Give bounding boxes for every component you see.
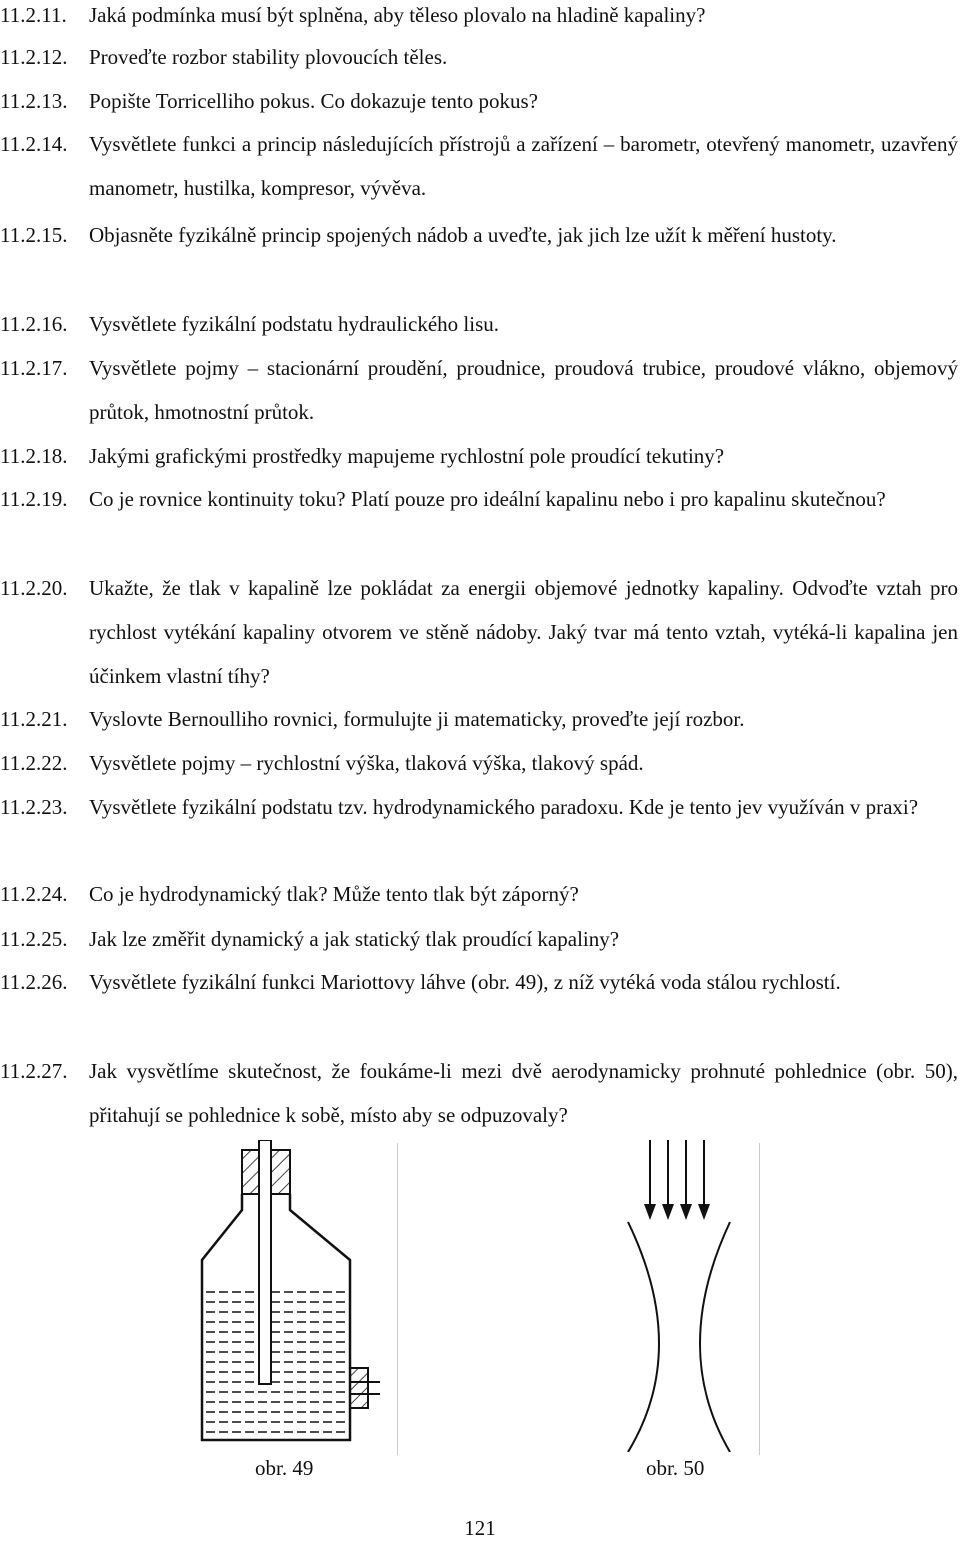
question-text: Ukažte, že tlak v kapalině lze pokládat za energii objemové jednotky kapaliny. Odvoďte vztah pro rychlost vytékání kapaliny otvorem ve stěně nádoby. Jaký tvar má tento vztah, vytéká-li kapalina jen účinkem vlastní tíhy? xyxy=(89,576,958,688)
question-text: Vysvětlete fyzikální funkci Mariottovy láhve (obr. 49), z níž vytéká voda stálou rychlostí. xyxy=(89,970,841,994)
question-text: Proveďte rozbor stability plovoucích těles. xyxy=(89,45,448,69)
question-number: 11.2.23. xyxy=(0,795,68,819)
question-text: Vysvětlete fyzikální podstatu hydraulického lisu. xyxy=(89,312,499,336)
question-number: 11.2.13. xyxy=(0,89,68,113)
question-number: 11.2.25. xyxy=(0,927,68,951)
question-number: 11.2.21. xyxy=(0,707,68,731)
question-text: Vysvětlete fyzikální podstatu tzv. hydrodynamického paradoxu. Kde je tento jev využíván v praxi? xyxy=(89,795,919,819)
question-number: 11.2.15. xyxy=(0,223,68,247)
question-number: 11.2.12. xyxy=(0,45,68,69)
question-text: Jak lze změřit dynamický a jak statický tlak proudící kapaliny? xyxy=(89,927,620,951)
question-number: 11.2.26. xyxy=(0,970,68,994)
question-number: 11.2.22. xyxy=(0,751,68,775)
question-number: 11.2.19. xyxy=(0,487,68,511)
question-number: 11.2.18. xyxy=(0,444,68,468)
curved-postcards-icon xyxy=(610,1140,750,1452)
question-number: 11.2.27. xyxy=(0,1059,68,1083)
figure-50-caption: obr. 50 xyxy=(646,1456,705,1480)
question-text: Jak vysvětlíme skutečnost, že foukáme-li mezi dvě aerodynamicky prohnuté pohlednice (obr. 50), přitahují se pohlednice k sobě, místo aby se odpuzovaly? xyxy=(89,1059,958,1127)
scan-guide-line xyxy=(759,1143,760,1455)
question-text: Vysvětlete pojmy – stacionární proudění, proudnice, proudová trubice, proudové vlákno, objemový průtok, hmotnostní průtok. xyxy=(89,356,958,424)
question-text: Objasněte fyzikálně princip spojených nádob a uveďte, jak jich lze užít k měření hustoty. xyxy=(89,223,837,247)
question-number: 11.2.17. xyxy=(0,356,68,380)
mariotte-bottle-icon xyxy=(190,1140,380,1452)
question-text: Jaká podmínka musí být splněna, aby těleso plovalo na hladině kapaliny? xyxy=(89,3,706,27)
question-number: 11.2.11. xyxy=(0,3,67,27)
question-text: Jakými grafickými prostředky mapujeme rychlostní pole proudící tekutiny? xyxy=(89,444,725,468)
figure-49-caption: obr. 49 xyxy=(255,1456,314,1480)
question-text: Co je rovnice kontinuity toku? Platí pouze pro ideální kapalinu nebo i pro kapalinu skutečnou? xyxy=(89,487,886,511)
question-text: Vysvětlete pojmy – rychlostní výška, tlaková výška, tlakový spád. xyxy=(89,751,644,775)
question-number: 11.2.20. xyxy=(0,576,68,600)
question-number: 11.2.24. xyxy=(0,882,68,906)
question-text: Co je hydrodynamický tlak? Může tento tlak být záporný? xyxy=(89,882,579,906)
question-text: Vyslovte Bernoulliho rovnici, formulujte ji matematicky, proveďte její rozbor. xyxy=(89,707,745,731)
scan-guide-line xyxy=(397,1143,398,1455)
question-text: Vysvětlete funkci a princip následujících přístrojů a zařízení – barometr, otevřený manometr, uzavřený manometr, hustilka, kompresor, vývěva. xyxy=(89,132,958,200)
question-number: 11.2.14. xyxy=(0,132,68,156)
question-number: 11.2.16. xyxy=(0,312,68,336)
question-text: Popište Torricelliho pokus. Co dokazuje tento pokus? xyxy=(89,89,538,113)
page-number: 121 xyxy=(464,1516,496,1540)
